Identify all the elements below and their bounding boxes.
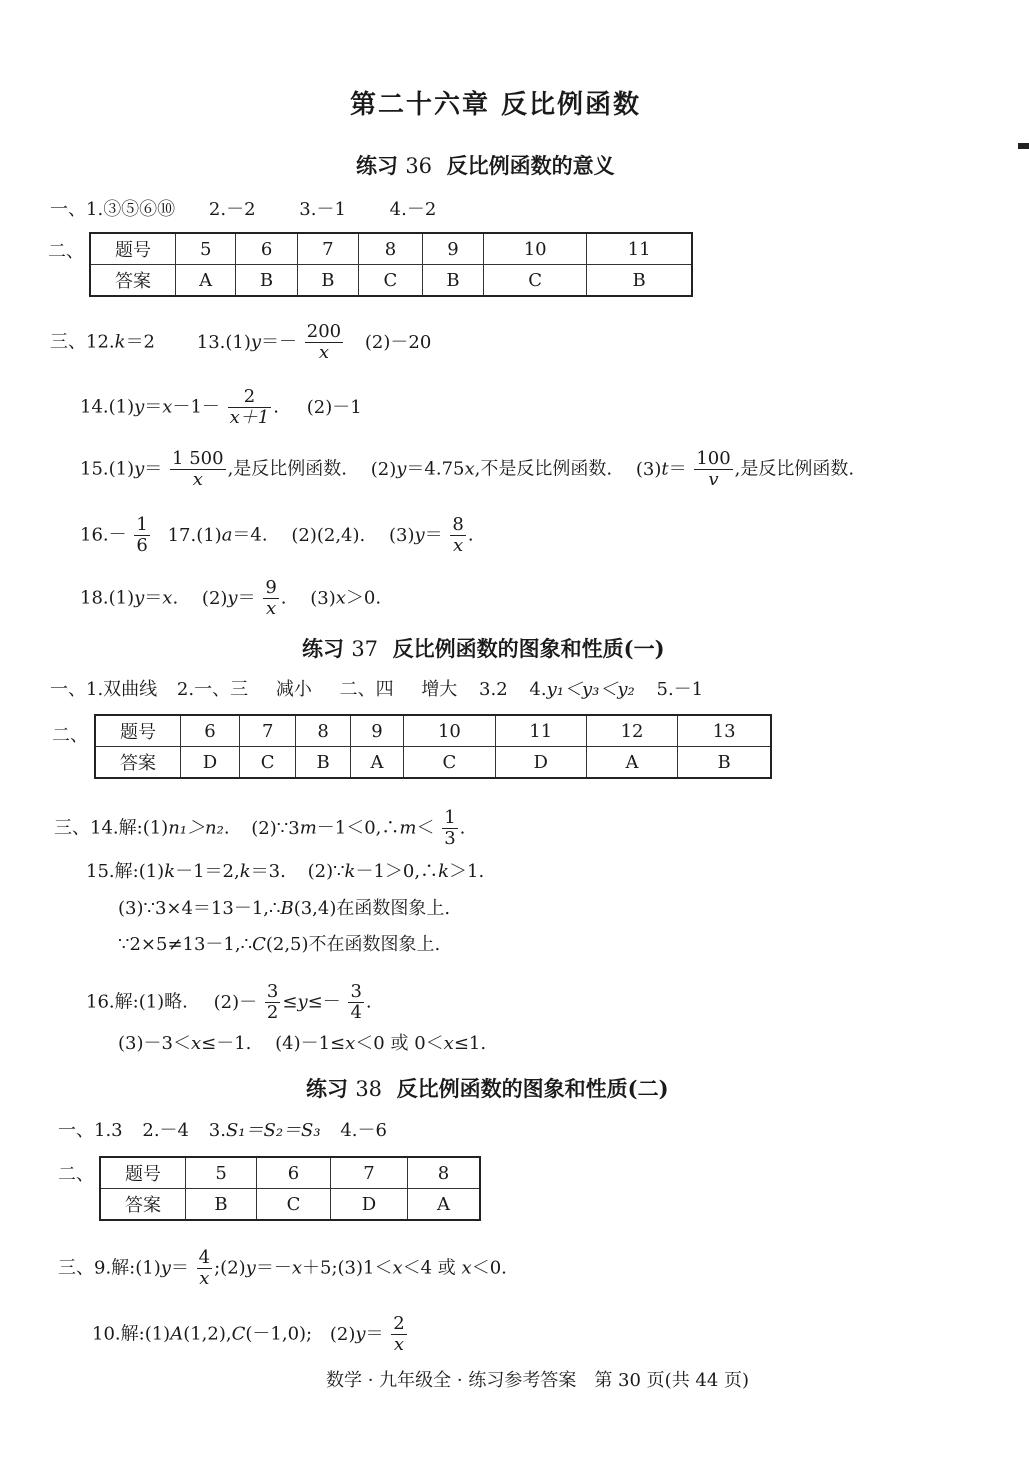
var: x [335,587,346,609]
text: ＝3. [250,861,286,882]
numerator: 1 [444,807,456,828]
ex38-part1 [58,1119,387,1143]
var: x [291,1257,302,1279]
text: (2) [201,587,228,609]
numerator: 8 [452,514,464,535]
var: k [239,861,251,882]
ex36-answer-table [89,232,693,297]
text: . [223,817,230,839]
table-cell: C [404,747,495,779]
table-row-numbers [95,715,771,747]
var: x [190,1033,202,1054]
denominator: x [265,598,277,619]
text: (2) [329,1323,356,1345]
text: ＝ [365,1323,384,1345]
var: y [297,991,308,1013]
table-row-answers [100,1189,480,1221]
text: ;(2) [214,1257,246,1279]
text: . [273,396,279,418]
denominator: x [192,469,203,490]
numerator: 3 [266,981,279,1002]
text: －1＞0,∴ [355,861,439,882]
numerator: 1 [136,514,148,535]
table-cell: 6 [181,715,240,747]
table-header-cell: 题号 [90,233,176,265]
fraction [265,982,280,1023]
numerator: 2 [228,387,272,408]
text: ≤－1. [201,1033,252,1054]
text: S₁＝S₂＝S₃ [225,1120,321,1141]
ex36-line-14 [80,387,362,428]
denominator: 2 [266,1002,279,1023]
ex37-line-14 [54,808,465,849]
table-cell: 7 [297,233,358,265]
text: ,是反比例函数. [734,458,855,480]
var: x [464,458,475,480]
ex36-line-18 [80,578,381,619]
text: ＝ [668,458,687,480]
ex37-line-16-2 [118,1032,486,1056]
answer-q1: ③⑤⑥⑩ [103,199,176,220]
exercise-name: 反比例函数的意义 [446,153,615,178]
text: 三、9.解:(1) [58,1257,161,1279]
table-row-numbers [100,1157,480,1189]
ex38-answer-table [99,1156,481,1221]
var: y [414,524,425,546]
text: (2)－1 [306,396,362,418]
text: 二、四 [339,679,394,700]
text: ＝ [424,524,443,546]
var: x [162,587,173,609]
var: m [299,817,317,839]
text: ＜0 或 0＜ [355,1033,444,1054]
text: ∵2×5≠13－1,∴ [118,934,253,955]
var: y [134,458,145,480]
text: 增大 [421,679,458,700]
text: ＋5;(3)1＜ [302,1257,393,1279]
answer-q2: 2.－2 [208,199,256,220]
table-header-cell: 答案 [90,265,176,297]
text: (3) [635,458,662,480]
ex37-part2-label: 二、 [52,725,88,746]
numerator: 100 [696,448,731,469]
numerator: 9 [265,577,277,598]
text: 一、1.双曲线 [50,679,158,700]
table-cell: 8 [408,1157,480,1189]
text: (－1,0); [245,1323,313,1345]
table-cell: 10 [404,715,495,747]
table-cell: D [495,747,586,779]
table-cell: B [297,265,358,297]
var: y [134,396,145,418]
ex36-line-16-17 [80,515,474,556]
denominator: 6 [136,535,148,556]
numerator: 2 [393,1313,405,1334]
text: (3) [388,524,415,546]
text: 10.解:(1) [92,1323,171,1345]
text: ＝4.75 [406,458,465,480]
table-cell: A [586,747,677,779]
text: ＜0. [471,1257,507,1279]
var: m [399,817,417,839]
text: . [365,991,372,1013]
text: 三、14.解:(1) [54,817,169,839]
table-cell: 6 [236,233,297,265]
text: ＝ [144,587,163,609]
text: ＝ [144,396,163,418]
edge-mark [1018,143,1029,149]
table-cell: B [186,1189,257,1221]
exercise-name: 反比例函数的图象和性质(一) [392,636,665,661]
var: y [227,587,238,609]
text: 2.一、三 [176,679,249,700]
table-cell: 5 [176,233,236,265]
denominator: 4 [350,1002,362,1023]
text: . [459,817,466,839]
var: A [170,1323,184,1345]
var: y [355,1323,366,1345]
text: 一、1.3 [58,1120,123,1141]
text: y₁＜y₃＜y₂ [546,679,635,700]
table-cell: B [422,265,483,297]
text: －1＜0,∴ [316,817,400,839]
var: x [345,1033,356,1054]
text: (2)(2,4). [291,524,366,546]
text: (2,5)不在函数图象上. [265,934,441,955]
text: ＝ [170,1257,189,1279]
exercise-prefix: 练习 [356,153,398,178]
numerator: 200 [306,321,342,342]
text: －1＝2, [175,861,240,882]
table-cell: B [236,265,297,297]
var: y [245,1257,256,1279]
table-cell: 8 [359,233,423,265]
ex37-line-15 [86,860,484,884]
ex38-line-10 [92,1314,409,1355]
text: 14.(1) [80,396,135,418]
page-footer: 数学 · 九年级全 · 练习参考答案 第 30 页(共 44 页) [326,1370,750,1391]
fraction [263,578,278,619]
table-cell: B [296,747,350,779]
var: k [438,861,450,882]
text: 三、12. [50,331,115,353]
text: ＝2 [125,331,156,353]
fraction [228,387,272,428]
text: ＞1. [449,861,485,882]
text: (3)－3＜ [118,1033,191,1054]
table-cell: 11 [587,233,692,265]
text: . [280,587,287,609]
fraction [694,449,732,490]
part-label: 一、1. [50,199,104,220]
ex36-part1 [50,198,436,222]
text: (2)－ [213,991,258,1013]
var: y [396,458,407,480]
table-cell: C [359,265,423,297]
table-cell: A [350,747,403,779]
table-cell: 5 [186,1157,257,1189]
fraction [450,515,465,556]
ex37-line-16 [86,982,372,1023]
ex37-line-15-4 [118,933,440,957]
text: ≤－ [307,991,341,1013]
text: 5.－1 [656,679,704,700]
text: ＞0. [345,587,382,609]
exercise-prefix: 练习 [302,636,344,661]
text: (3) [310,587,336,609]
answer-q3: 3.－1 [299,199,346,220]
denominator: 3 [444,828,456,849]
var: B [280,898,294,919]
table-cell: A [408,1189,480,1221]
fraction [197,1248,212,1289]
text: ＜4 或 [402,1257,456,1279]
exercise-number: 36 [405,154,433,178]
text: 4.－6 [340,1120,387,1141]
var: t [661,458,669,480]
exercise-38-heading [306,1073,669,1103]
table-cell: D [181,747,240,779]
table-cell: 8 [296,715,350,747]
var: y [250,331,262,353]
fraction [348,982,363,1023]
text: 减小 [275,679,312,700]
table-cell: C [239,747,295,779]
text: (2)－20 [364,331,432,353]
denominator: x [318,342,330,363]
numerator: 1 500 [172,448,224,469]
table-cell: 7 [239,715,295,747]
var: k [164,861,176,882]
numerator: 3 [350,981,362,1002]
table-cell: 9 [422,233,483,265]
text: (4)－1≤ [275,1033,346,1054]
exercise-number: 38 [355,1077,383,1101]
exercise-prefix: 练习 [306,1076,348,1101]
ex36-part2-label: 二、 [48,241,84,262]
ex36-line-12-13 [50,322,431,363]
table-cell: A [176,265,236,297]
exercise-36-heading [356,150,615,180]
text: 18.(1) [80,587,135,609]
text: 16.－ [80,524,127,546]
text: n₁＞n₂ [168,817,224,839]
table-cell: C [257,1189,331,1221]
numerator: 4 [198,1247,211,1268]
var: x [162,396,173,418]
denominator: x＋1 [229,407,270,428]
table-cell: 7 [330,1157,407,1189]
table-header-cell: 答案 [100,1189,186,1221]
ex37-part1 [50,678,703,702]
table-cell: 9 [350,715,403,747]
text: 3.2 [479,679,508,700]
denominator: v [708,469,719,490]
text: ,不是反比例函数. [474,458,613,480]
text: 15.解:(1) [86,861,165,882]
ex38-line-9 [58,1248,507,1289]
text: 17.(1) [167,524,222,546]
fraction [391,1314,406,1355]
table-cell: 12 [586,715,677,747]
table-row-answers [90,265,692,297]
var: x [392,1257,403,1279]
fraction [170,449,226,490]
var: C [252,934,266,955]
denominator: x [393,1334,405,1355]
table-row-answers [95,747,771,779]
text: 16.解:(1)略. [86,991,188,1013]
exercise-name: 反比例函数的图象和性质(二) [396,1076,669,1101]
text: (2) [370,458,397,480]
text: (3)∵3×4＝13－1,∴ [118,898,281,919]
table-cell: 13 [678,715,771,747]
ex36-line-15 [80,449,854,490]
var: y [134,587,145,609]
var: y [160,1257,171,1279]
text: ＝－ [261,331,298,353]
text: ＜ [416,817,435,839]
table-cell: B [587,265,692,297]
text: (2)∵3 [251,817,300,839]
text: . [467,524,474,546]
table-cell: 6 [257,1157,331,1189]
text: . [172,587,179,609]
text: (1,2), [183,1323,232,1345]
text: (2)∵ [307,861,345,882]
table-cell: 11 [495,715,586,747]
text: 4. [529,679,547,700]
var: C [231,1323,246,1345]
text: ＝－ [255,1257,292,1279]
fraction [134,515,149,556]
text: 2.－4 [142,1120,190,1141]
text: ＝ [144,458,163,480]
text: ＝4. [232,524,268,546]
table-header-cell: 题号 [100,1157,186,1189]
ex38-part2-label: 二、 [58,1164,94,1185]
text: 13.(1) [196,331,251,353]
text: (3,4)在函数图象上. [293,898,451,919]
var: k [344,861,356,882]
exercise-number: 37 [351,637,379,661]
table-cell: 10 [484,233,587,265]
answer-q4: 4.－2 [389,199,437,220]
var: x [443,1033,454,1054]
fraction [442,808,457,849]
table-cell: C [484,265,587,297]
table-cell: B [678,747,771,779]
var: x [461,1257,472,1279]
text: 3. [208,1120,226,1141]
text: ,是反比例函数. [227,458,348,480]
var: k [114,331,126,353]
denominator: x [199,1268,210,1289]
text: ≤ [282,991,298,1013]
exercise-37-heading [302,633,665,663]
table-row-numbers [90,233,692,265]
table-header-cell: 答案 [95,747,181,779]
fraction [305,322,343,363]
text: ＝ [237,587,256,609]
table-cell: D [330,1189,407,1221]
ex37-answer-table [94,714,772,779]
var: a [221,524,233,546]
denominator: x [453,535,464,556]
text: －1－ [172,396,220,418]
text: 15.(1) [80,458,135,480]
ex37-line-15-3 [118,897,450,921]
table-header-cell: 题号 [95,715,181,747]
text: ≤1. [453,1033,487,1054]
chapter-title: 第二十六章 反比例函数 [350,90,642,120]
